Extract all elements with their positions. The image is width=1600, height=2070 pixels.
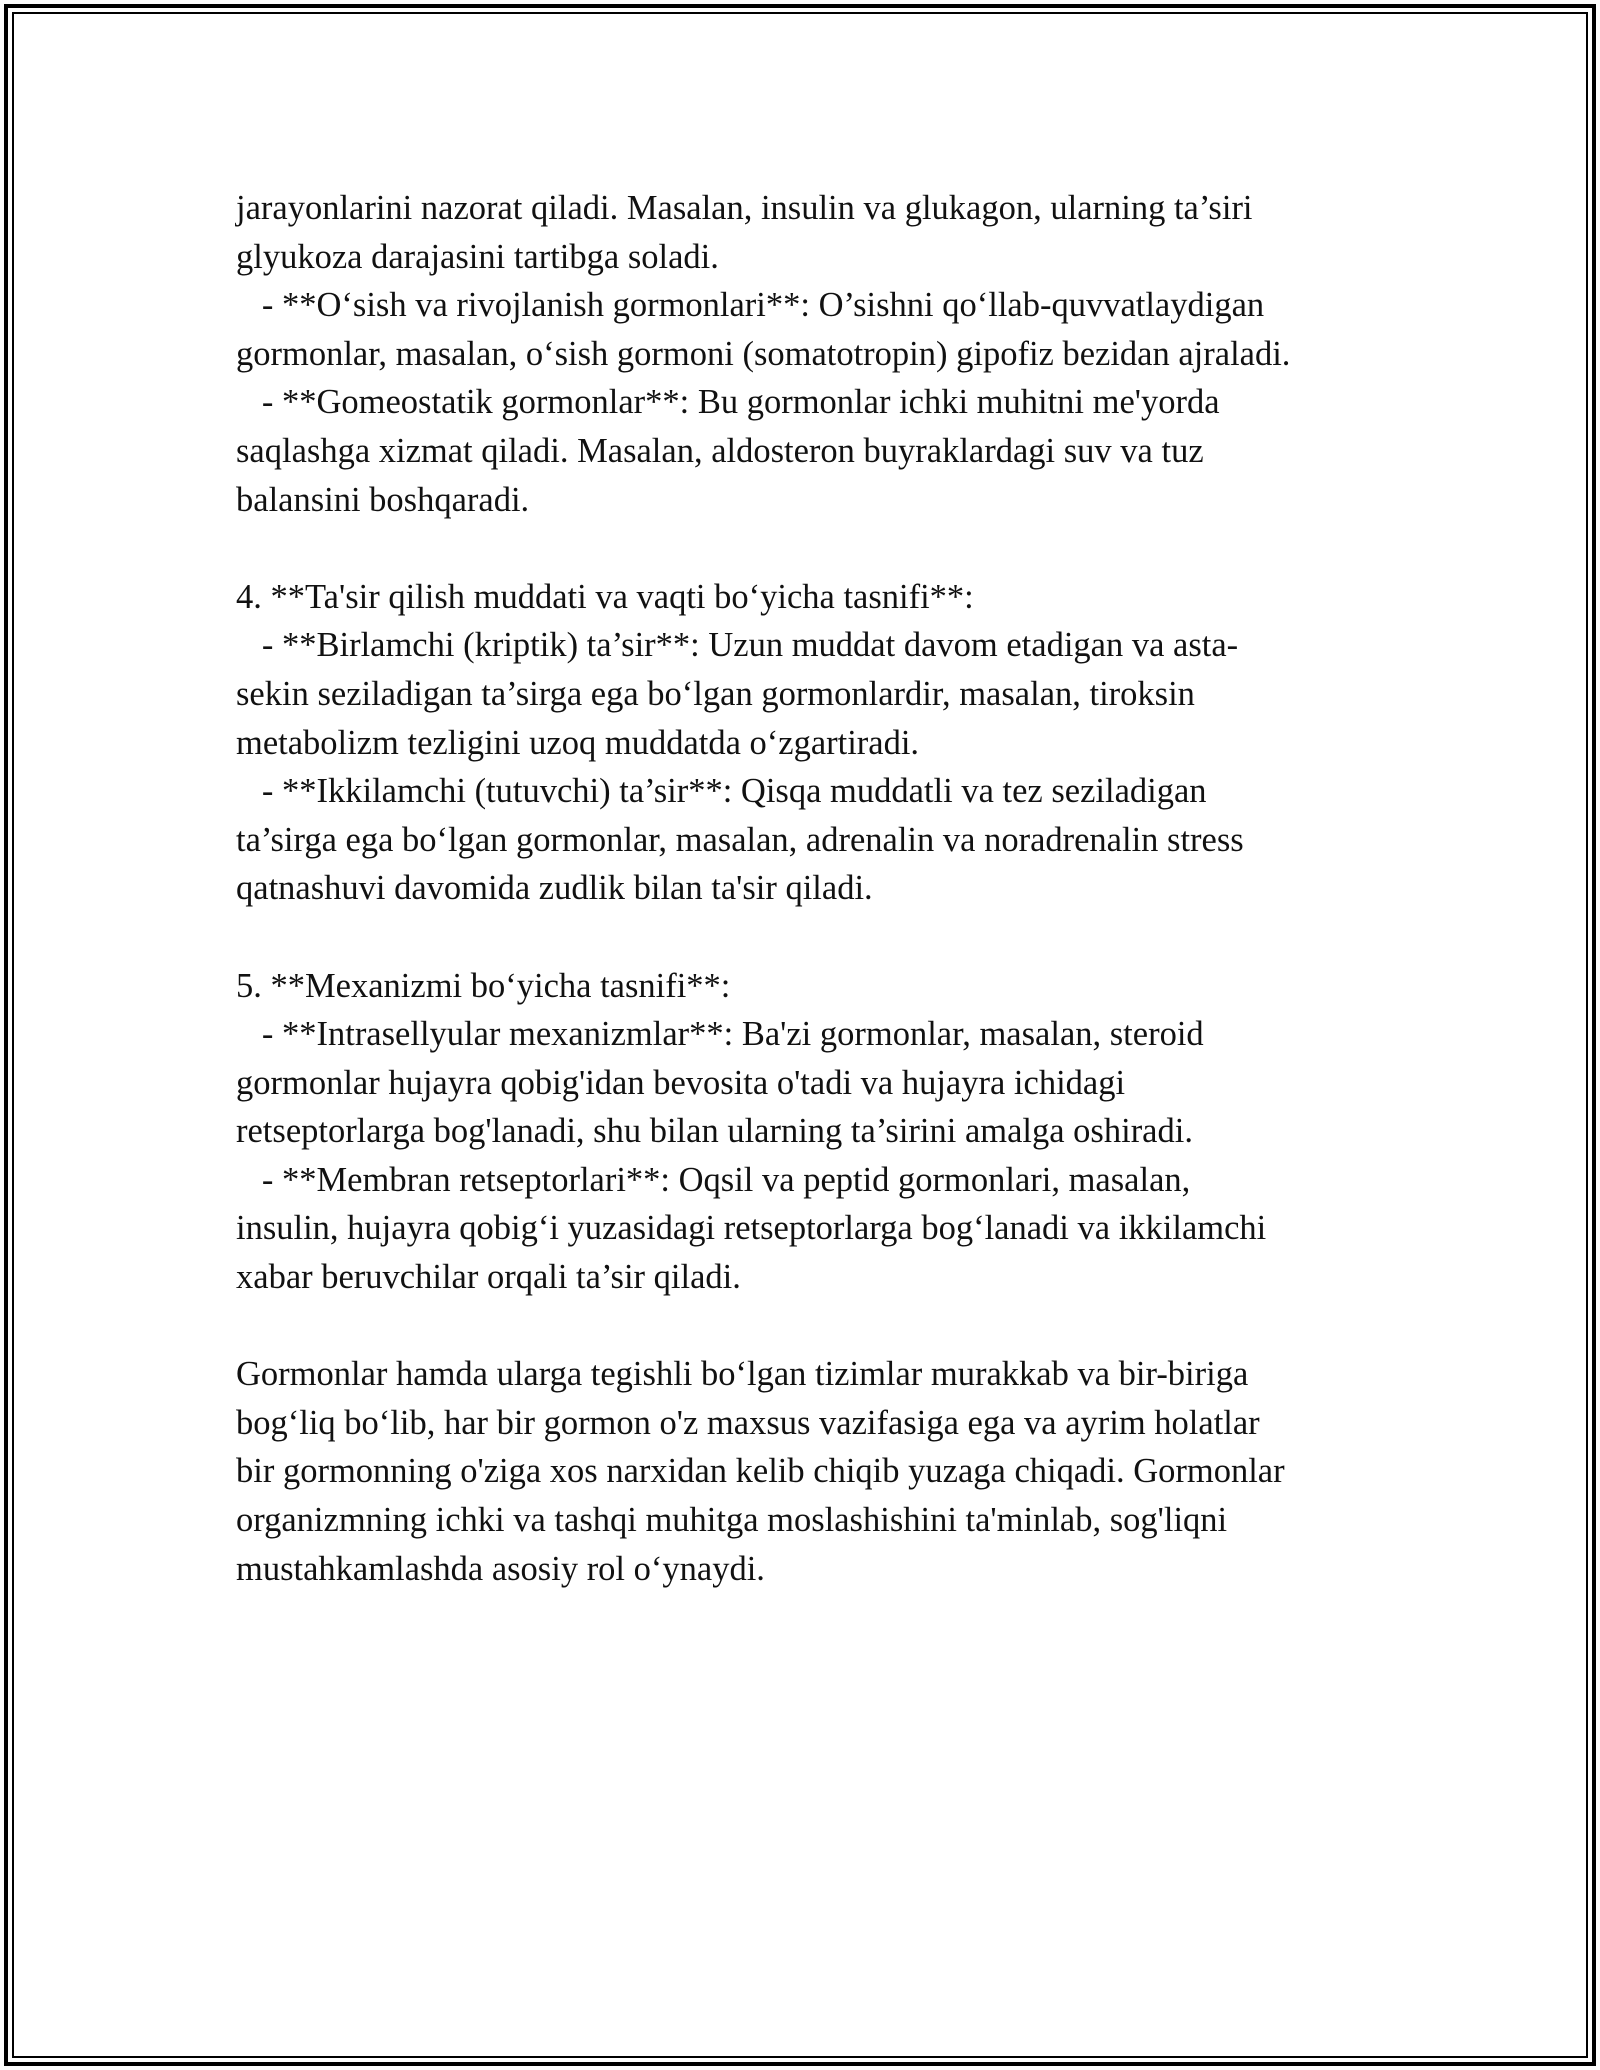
document-body (236, 184, 1416, 1593)
text-line: - **Ikkilamchi (tutuvchi) ta’sir**: Qisqa muddatli va tez seziladigan (236, 772, 1207, 811)
section-heading: 4. **Ta'sir qilish muddati va vaqti bo‘yicha tasnifi**: (236, 577, 974, 616)
text-line: metabolizm tezligini uzoq muddatda o‘zgartiradi. (236, 723, 920, 762)
blank-line (236, 524, 1416, 573)
blank-line (236, 1302, 1416, 1351)
text-line: retseptorlarga bog'lanadi, shu bilan ularning ta’sirini amalga oshiradi. (236, 1112, 1193, 1151)
text-line: - **Membran retseptorlari**: Oqsil va peptid gormonlari, masalan, (236, 1160, 1191, 1199)
text-line: insulin, hujayra qobig‘i yuzasidagi retseptorlarga bog‘lanadi va ikkilamchi (236, 1209, 1267, 1248)
text-line: saqlashga xizmat qiladi. Masalan, aldosteron buyraklardagi suv va tuz (236, 431, 1204, 470)
text-line: Gormonlar hamda ularga tegishli bo‘lgan tizimlar murakkab va bir-biriga (236, 1355, 1249, 1394)
text-line: organizmning ichki va tashqi muhitga moslashishini ta'minlab, sog'liqni (236, 1501, 1228, 1540)
text-line: qatnashuvi davomida zudlik bilan ta'sir qiladi. (236, 869, 873, 908)
text-line: - **Birlamchi (kriptik) ta’sir**: Uzun muddat davom etadigan va asta- (236, 626, 1239, 665)
text-line: ta’sirga ega bo‘lgan gormonlar, masalan, adrenalin va noradrenalin stress (236, 820, 1244, 859)
blank-line (236, 913, 1416, 962)
text-line: - **Intrasellyular mexanizmlar**: Ba'zi gormonlar, masalan, steroid (236, 1015, 1204, 1054)
text-line: glyukoza darajasini tartibga soladi. (236, 237, 719, 276)
text-line: sekin seziladigan ta’sirga ega bo‘lgan gormonlardir, masalan, tiroksin (236, 674, 1195, 713)
text-line: gormonlar hujayra qobig'idan bevosita o'tadi va hujayra ichidagi (236, 1063, 1126, 1102)
text-line: bir gormonning o'ziga xos narxidan kelib chiqib yuzaga chiqadi. Gormonlar (236, 1452, 1285, 1491)
text-line: - **O‘sish va rivojlanish gormonlari**: O’sishni qo‘llab-quvvatlaydigan (236, 286, 1265, 325)
section-heading: 5. **Mexanizmi bo‘yicha tasnifi**: (236, 966, 731, 1005)
text-line: jarayonlarini nazorat qiladi. Masalan, insulin va glukagon, ularning ta’siri (236, 189, 1253, 227)
text-line: balansini boshqaradi. (236, 480, 530, 519)
text-line: - **Gomeostatik gormonlar**: Bu gormonlar ichki muhitni me'yorda (236, 383, 1220, 422)
text-line: bog‘liq bo‘lib, har bir gormon o'z maxsus vazifasiga ega va ayrim holatlar (236, 1403, 1260, 1442)
text-line: mustahkamlashda asosiy rol o‘ynaydi. (236, 1549, 765, 1588)
text-line: gormonlar, masalan, o‘sish gormoni (somatotropin) gipofiz bezidan ajraladi. (236, 334, 1291, 373)
text-line: xabar beruvchilar orqali ta’sir qiladi. (236, 1258, 741, 1297)
